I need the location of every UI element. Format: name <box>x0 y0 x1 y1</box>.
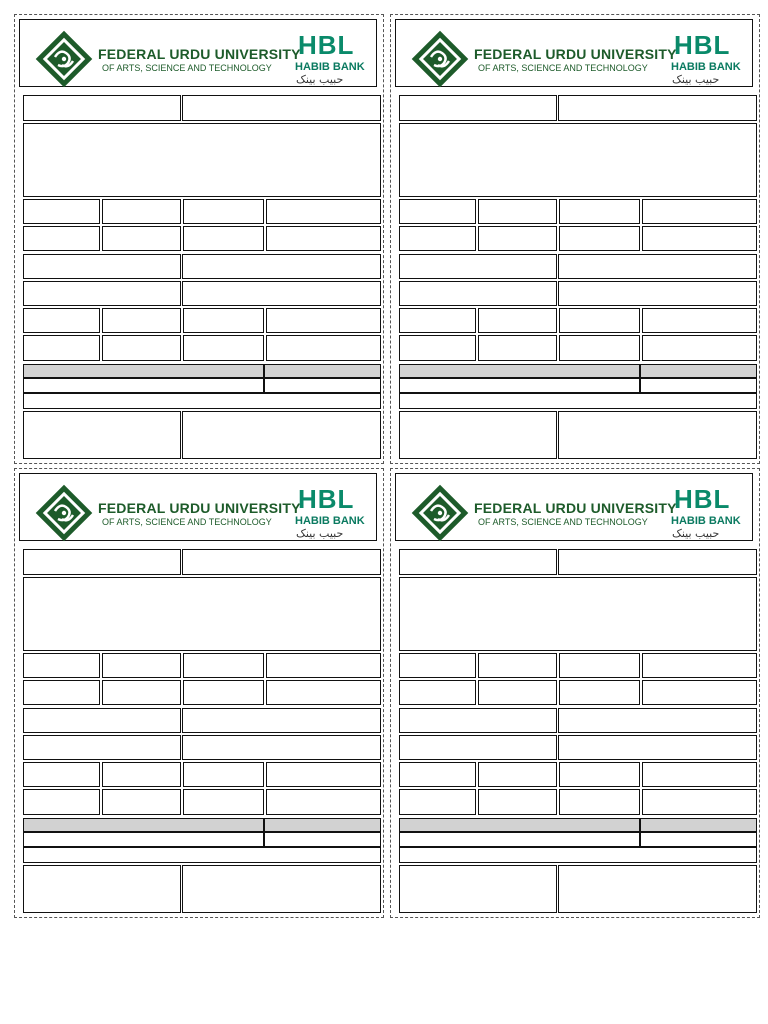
fee-value-3 <box>559 335 640 361</box>
total-header-band <box>399 364 640 378</box>
date-field <box>182 549 381 575</box>
roll-no-field <box>399 199 476 224</box>
fee-value-4 <box>266 335 381 361</box>
session-field <box>266 653 381 678</box>
account-no-field <box>182 254 381 279</box>
date-field <box>558 549 757 575</box>
class-value <box>102 226 181 251</box>
bank-name: HABIB BANK <box>295 61 365 73</box>
student-details-field <box>23 123 381 197</box>
fee-head-3 <box>559 762 640 787</box>
roll-no-field <box>23 653 100 678</box>
class-value <box>478 226 557 251</box>
session-field <box>642 199 757 224</box>
voucher-header <box>19 19 377 87</box>
account-title-value <box>23 281 181 306</box>
university-subtitle: OF ARTS, SCIENCE AND TECHNOLOGY <box>102 517 272 527</box>
bank-name: HABIB BANK <box>295 515 365 527</box>
roll-no-value <box>23 226 100 251</box>
section-value <box>183 226 264 251</box>
class-field <box>102 199 181 224</box>
class-field <box>478 653 557 678</box>
university-subtitle: OF ARTS, SCIENCE AND TECHNOLOGY <box>102 63 272 73</box>
account-title-field <box>399 708 557 733</box>
account-no-value <box>558 735 757 760</box>
account-title-field <box>399 254 557 279</box>
voucher-header <box>19 473 377 541</box>
fee-head-4 <box>266 308 381 333</box>
fee-value-1 <box>23 335 100 361</box>
hbl-logo-icon: HBL <box>298 484 355 514</box>
total-row <box>399 832 640 847</box>
amount-row <box>640 832 757 847</box>
account-no-value <box>182 735 381 760</box>
fee-value-1 <box>23 789 100 815</box>
class-value <box>478 680 557 705</box>
roll-no-field <box>23 199 100 224</box>
session-field <box>642 653 757 678</box>
student-details-field <box>399 577 757 651</box>
bank-stamp-box <box>182 865 381 913</box>
total-row <box>23 832 264 847</box>
bank-urdu-name: حبیب بینک <box>296 527 344 540</box>
total-header-band <box>23 818 264 832</box>
amount-row <box>264 378 381 393</box>
challan-no-field <box>23 549 181 575</box>
student-details-field <box>23 577 381 651</box>
total-header-band <box>23 364 264 378</box>
account-title-value <box>23 735 181 760</box>
account-title-field <box>23 708 181 733</box>
bank-stamp-box <box>558 865 757 913</box>
account-no-value <box>558 281 757 306</box>
session-value <box>266 680 381 705</box>
roll-no-value <box>399 226 476 251</box>
amount-header-band <box>640 818 757 832</box>
hbl-logo-icon: HBL <box>674 30 731 60</box>
amount-row <box>640 378 757 393</box>
fee-value-4 <box>642 789 757 815</box>
depositor-signature-box <box>399 411 557 459</box>
bank-name: HABIB BANK <box>671 515 741 527</box>
session-value <box>642 680 757 705</box>
fuu-emblem-icon <box>410 483 470 543</box>
section-value <box>559 226 640 251</box>
account-no-field <box>558 708 757 733</box>
amount-in-words-row <box>399 393 757 409</box>
bank-urdu-name: حبیب بینک <box>672 73 720 86</box>
fuu-emblem-icon <box>34 483 94 543</box>
fee-head-3 <box>183 308 264 333</box>
fee-head-4 <box>642 308 757 333</box>
amount-in-words-row <box>23 393 381 409</box>
fee-value-3 <box>559 789 640 815</box>
bank-name: HABIB BANK <box>671 61 741 73</box>
fee-head-2 <box>102 762 181 787</box>
fee-head-2 <box>102 308 181 333</box>
account-title-field <box>23 254 181 279</box>
class-field <box>102 653 181 678</box>
hbl-logo-icon: HBL <box>674 484 731 514</box>
bank-urdu-name: حبیب بینک <box>296 73 344 86</box>
fuu-emblem-icon <box>410 29 470 89</box>
section-field <box>559 199 640 224</box>
bank-stamp-box <box>558 411 757 459</box>
university-name: FEDERAL URDU UNIVERSITY <box>98 46 301 62</box>
fee-head-1 <box>399 762 476 787</box>
university-subtitle: OF ARTS, SCIENCE AND TECHNOLOGY <box>478 63 648 73</box>
date-field <box>182 95 381 121</box>
account-no-value <box>182 281 381 306</box>
voucher-slip-1 <box>14 14 384 464</box>
total-row <box>23 378 264 393</box>
class-field <box>478 199 557 224</box>
section-field <box>559 653 640 678</box>
voucher-header <box>395 19 753 87</box>
section-field <box>183 199 264 224</box>
fuu-emblem-icon <box>34 29 94 89</box>
amount-in-words-row <box>23 847 381 863</box>
account-title-value <box>399 735 557 760</box>
account-title-value <box>399 281 557 306</box>
fee-value-3 <box>183 789 264 815</box>
fee-value-2 <box>102 335 181 361</box>
fee-head-1 <box>23 308 100 333</box>
total-row <box>399 378 640 393</box>
session-field <box>266 199 381 224</box>
amount-in-words-row <box>399 847 757 863</box>
fee-value-4 <box>266 789 381 815</box>
section-value <box>183 680 264 705</box>
fee-value-1 <box>399 789 476 815</box>
student-details-field <box>399 123 757 197</box>
bank-stamp-box <box>182 411 381 459</box>
university-name: FEDERAL URDU UNIVERSITY <box>474 500 677 516</box>
session-value <box>266 226 381 251</box>
hbl-logo-icon: HBL <box>298 30 355 60</box>
challan-no-field <box>23 95 181 121</box>
depositor-signature-box <box>23 411 181 459</box>
fee-head-1 <box>399 308 476 333</box>
fee-value-1 <box>399 335 476 361</box>
fee-head-2 <box>478 762 557 787</box>
fee-value-4 <box>642 335 757 361</box>
amount-row <box>264 832 381 847</box>
voucher-header <box>395 473 753 541</box>
bank-urdu-name: حبیب بینک <box>672 527 720 540</box>
fee-head-3 <box>183 762 264 787</box>
university-name: FEDERAL URDU UNIVERSITY <box>98 500 301 516</box>
roll-no-value <box>399 680 476 705</box>
voucher-slip-4 <box>390 468 760 918</box>
depositor-signature-box <box>399 865 557 913</box>
section-field <box>183 653 264 678</box>
challan-no-field <box>399 95 557 121</box>
depositor-signature-box <box>23 865 181 913</box>
fee-value-2 <box>478 335 557 361</box>
amount-header-band <box>264 818 381 832</box>
date-field <box>558 95 757 121</box>
fee-value-2 <box>478 789 557 815</box>
fee-value-3 <box>183 335 264 361</box>
section-value <box>559 680 640 705</box>
fee-head-4 <box>642 762 757 787</box>
voucher-slip-3 <box>14 468 384 918</box>
amount-header-band <box>640 364 757 378</box>
class-value <box>102 680 181 705</box>
fee-head-3 <box>559 308 640 333</box>
roll-no-field <box>399 653 476 678</box>
account-no-field <box>558 254 757 279</box>
session-value <box>642 226 757 251</box>
university-name: FEDERAL URDU UNIVERSITY <box>474 46 677 62</box>
account-no-field <box>182 708 381 733</box>
total-header-band <box>399 818 640 832</box>
fee-value-2 <box>102 789 181 815</box>
university-subtitle: OF ARTS, SCIENCE AND TECHNOLOGY <box>478 517 648 527</box>
roll-no-value <box>23 680 100 705</box>
amount-header-band <box>264 364 381 378</box>
fee-head-2 <box>478 308 557 333</box>
voucher-slip-2 <box>390 14 760 464</box>
challan-no-field <box>399 549 557 575</box>
fee-head-4 <box>266 762 381 787</box>
fee-head-1 <box>23 762 100 787</box>
